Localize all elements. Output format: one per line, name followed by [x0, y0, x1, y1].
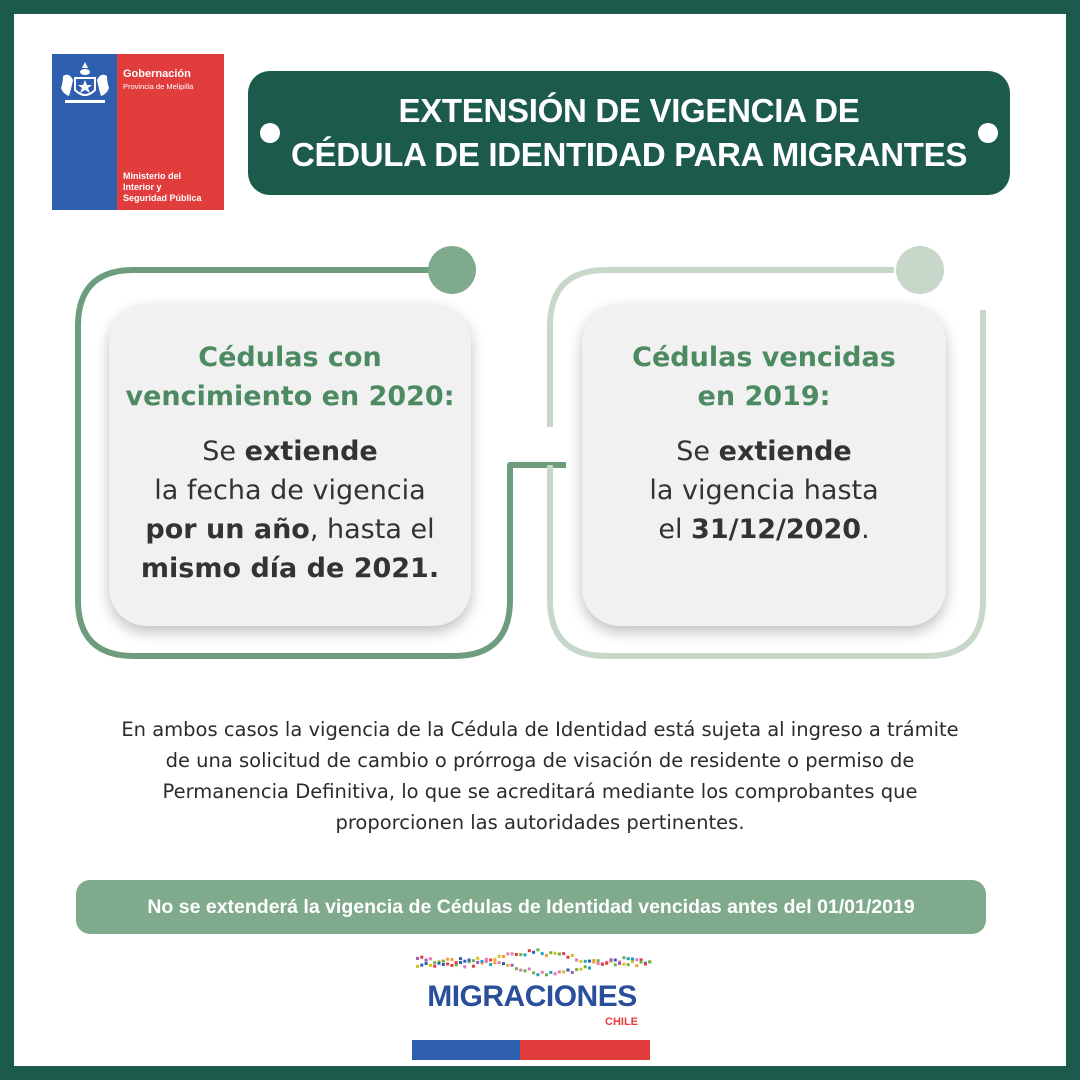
card-right-bold-text: 31/12/2020: [691, 514, 862, 545]
card-left-line-2: la fecha de vigencia: [154, 475, 426, 506]
card-left-bold-text: mismo día de 2021.: [140, 553, 440, 584]
migraciones-dot: [429, 957, 432, 960]
migraciones-dot: [472, 965, 475, 968]
migraciones-dot: [635, 964, 638, 967]
migraciones-logo-red-bar: [520, 1040, 650, 1060]
migraciones-dot: [442, 960, 445, 963]
warning-pill: [76, 880, 986, 934]
card-left-bold-text: por un año: [145, 514, 310, 545]
migraciones-dot: [446, 963, 449, 966]
card-right-text: el: [658, 514, 692, 545]
migraciones-dot: [511, 952, 514, 955]
card-right-line-1: [649, 432, 878, 471]
migraciones-dot: [567, 956, 570, 959]
migraciones-dot: [622, 963, 625, 966]
migraciones-dot: [532, 951, 535, 954]
migraciones-dot: [433, 965, 436, 968]
card-right-text: .: [861, 514, 870, 545]
migraciones-dot: [588, 960, 591, 963]
banner-title-line-1: EXTENSIÓN DE VIGENCIA DE: [398, 92, 860, 129]
migraciones-dot: [459, 957, 462, 960]
migraciones-dot: [463, 960, 466, 963]
migraciones-dot: [472, 959, 475, 962]
migraciones-dot: [438, 962, 441, 965]
migraciones-dot: [597, 962, 600, 965]
migraciones-dot: [575, 959, 578, 962]
explanatory-note: [54, 714, 1026, 838]
migraciones-dot: [524, 953, 527, 956]
migraciones-dot: [536, 973, 539, 976]
migraciones-logo: [412, 944, 656, 1064]
migraciones-dot: [450, 964, 453, 967]
migraciones-dot: [627, 963, 630, 966]
migraciones-dot: [601, 962, 604, 965]
migraciones-logo-country: CHILE: [605, 1016, 638, 1028]
card-left-bold-text: extiende: [244, 436, 378, 467]
migraciones-dot: [554, 952, 557, 955]
migraciones-dot: [528, 968, 531, 971]
migraciones-dot: [519, 969, 522, 972]
migraciones-dot: [476, 961, 479, 964]
card-right-line-2: la vigencia hasta: [649, 475, 879, 506]
migraciones-dot: [610, 958, 613, 961]
gov-logo-title: Gobernación: [123, 68, 191, 80]
migraciones-dot: [618, 962, 621, 965]
left-frame-dot: [428, 246, 476, 294]
migraciones-logo-blue-bar: [412, 1040, 520, 1060]
migraciones-dot: [442, 963, 445, 966]
migraciones-dot: [489, 959, 492, 962]
migraciones-dot: [485, 960, 488, 963]
gov-ministry-line: Interior y: [123, 182, 162, 192]
migraciones-dot: [459, 961, 462, 964]
migraciones-dot: [614, 963, 617, 966]
migraciones-dot: [605, 962, 608, 965]
poster: [14, 14, 1066, 1066]
migraciones-dot: [498, 955, 501, 958]
migraciones-dot: [493, 961, 496, 964]
gov-ministry-line: Seguridad Pública: [123, 193, 202, 203]
migraciones-dot: [420, 964, 423, 967]
migraciones-dot: [575, 968, 578, 971]
migraciones-dot: [549, 971, 552, 974]
migraciones-dot: [554, 972, 557, 975]
migraciones-dot: [498, 961, 501, 964]
migraciones-dot: [648, 960, 651, 963]
card-right-heading-line: en 2019:: [697, 381, 831, 412]
note-line: En ambos casos la vigencia de la Cédula de Identidad está sujeta al ingreso a trámite: [121, 718, 959, 741]
migraciones-logo-word: MIGRACIONES: [427, 980, 637, 1013]
migraciones-dot: [558, 953, 561, 956]
migraciones-dot: [558, 970, 561, 973]
migraciones-dot: [541, 971, 544, 974]
migraciones-dot: [622, 956, 625, 959]
migraciones-dot: [416, 957, 419, 960]
note-line: Permanencia Definitiva, lo que se acreditará mediante los comprobantes que: [162, 780, 918, 803]
migraciones-dot: [614, 959, 617, 962]
card-expired-2019: [582, 304, 946, 626]
migraciones-dot: [562, 952, 565, 955]
card-left-heading-line: Cédulas con: [198, 342, 382, 373]
migraciones-dot: [489, 963, 492, 966]
card-right-line-3: [649, 510, 878, 549]
card-right-heading-line: Cédulas vencidas: [632, 342, 896, 373]
migraciones-dot: [468, 959, 471, 962]
warning-pill-text: No se extenderá la vigencia de Cédulas de Identidad vencidas antes del 01/01/2019: [147, 895, 915, 918]
card-right-body: [649, 432, 878, 549]
gov-ministry-line: Ministerio del: [123, 171, 182, 181]
migraciones-dot: [545, 973, 548, 976]
card-left-body: [141, 432, 439, 588]
migraciones-dot: [502, 962, 505, 965]
migraciones-dot: [571, 954, 574, 957]
card-left-text: Se: [202, 436, 245, 467]
migraciones-dot: [532, 971, 535, 974]
migraciones-dot: [627, 957, 630, 960]
gov-logo-subtitle: Provincia de Melipilla: [123, 82, 194, 91]
migraciones-dot: [481, 960, 484, 963]
migraciones-dot: [425, 962, 428, 965]
migraciones-dot: [450, 958, 453, 961]
migraciones-dot: [597, 959, 600, 962]
migraciones-dot: [631, 958, 634, 961]
migraciones-dot: [420, 956, 423, 959]
card-left-line-1: [141, 432, 439, 471]
migraciones-dot: [463, 965, 466, 968]
migraciones-dot: [584, 965, 587, 968]
migraciones-dot: [549, 951, 552, 954]
migraciones-dot: [567, 969, 570, 972]
card-left-heading-line: vencimiento en 2020:: [125, 381, 455, 412]
migraciones-dot: [579, 968, 582, 971]
migraciones-dot: [502, 955, 505, 958]
migraciones-dot: [528, 949, 531, 952]
card-left-line-3: [141, 510, 439, 549]
migraciones-dot: [506, 964, 509, 967]
migraciones-dot: [644, 963, 647, 966]
migraciones-dot: [511, 964, 514, 967]
card-right-heading: [632, 338, 896, 416]
migraciones-dots-graphic: [412, 944, 656, 980]
migraciones-dot: [635, 958, 638, 961]
migraciones-dot: [433, 961, 436, 964]
migraciones-dot: [429, 964, 432, 967]
migraciones-dot: [545, 954, 548, 957]
banner-title-line-2: CÉDULA DE IDENTIDAD PARA MIGRANTES: [290, 136, 968, 173]
right-frame-dot: [896, 246, 944, 294]
card-expiring-2020: [109, 304, 471, 626]
migraciones-dot: [519, 953, 522, 956]
migraciones-dot: [506, 952, 509, 955]
migraciones-dot: [640, 961, 643, 964]
card-left-heading: [125, 338, 454, 416]
migraciones-dot: [493, 958, 496, 961]
card-left-text: , hasta el: [309, 514, 435, 545]
migraciones-dot: [536, 948, 539, 951]
migraciones-dot: [515, 953, 518, 956]
migraciones-dot: [476, 957, 479, 960]
card-right-text: Se: [676, 436, 719, 467]
migraciones-dot: [631, 960, 634, 963]
migraciones-dot: [584, 960, 587, 963]
migraciones-dot: [446, 958, 449, 961]
migraciones-dot: [588, 967, 591, 970]
migraciones-dot: [425, 959, 428, 962]
migraciones-dot: [541, 952, 544, 955]
migraciones-dot: [515, 967, 518, 970]
migraciones-dot: [592, 961, 595, 964]
migraciones-dot: [562, 970, 565, 973]
migraciones-dot: [579, 960, 582, 963]
migraciones-dot: [524, 969, 527, 972]
note-line: proporcionen las autoridades pertinentes.: [335, 811, 745, 834]
migraciones-dot: [571, 971, 574, 974]
note-line: de una solicitud de cambio o prórroga de visación de residente o permiso de: [165, 749, 915, 772]
migraciones-dot: [455, 961, 458, 964]
migraciones-dot: [416, 965, 419, 968]
card-right-bold-text: extiende: [718, 436, 852, 467]
card-left-line-4: [141, 549, 439, 588]
